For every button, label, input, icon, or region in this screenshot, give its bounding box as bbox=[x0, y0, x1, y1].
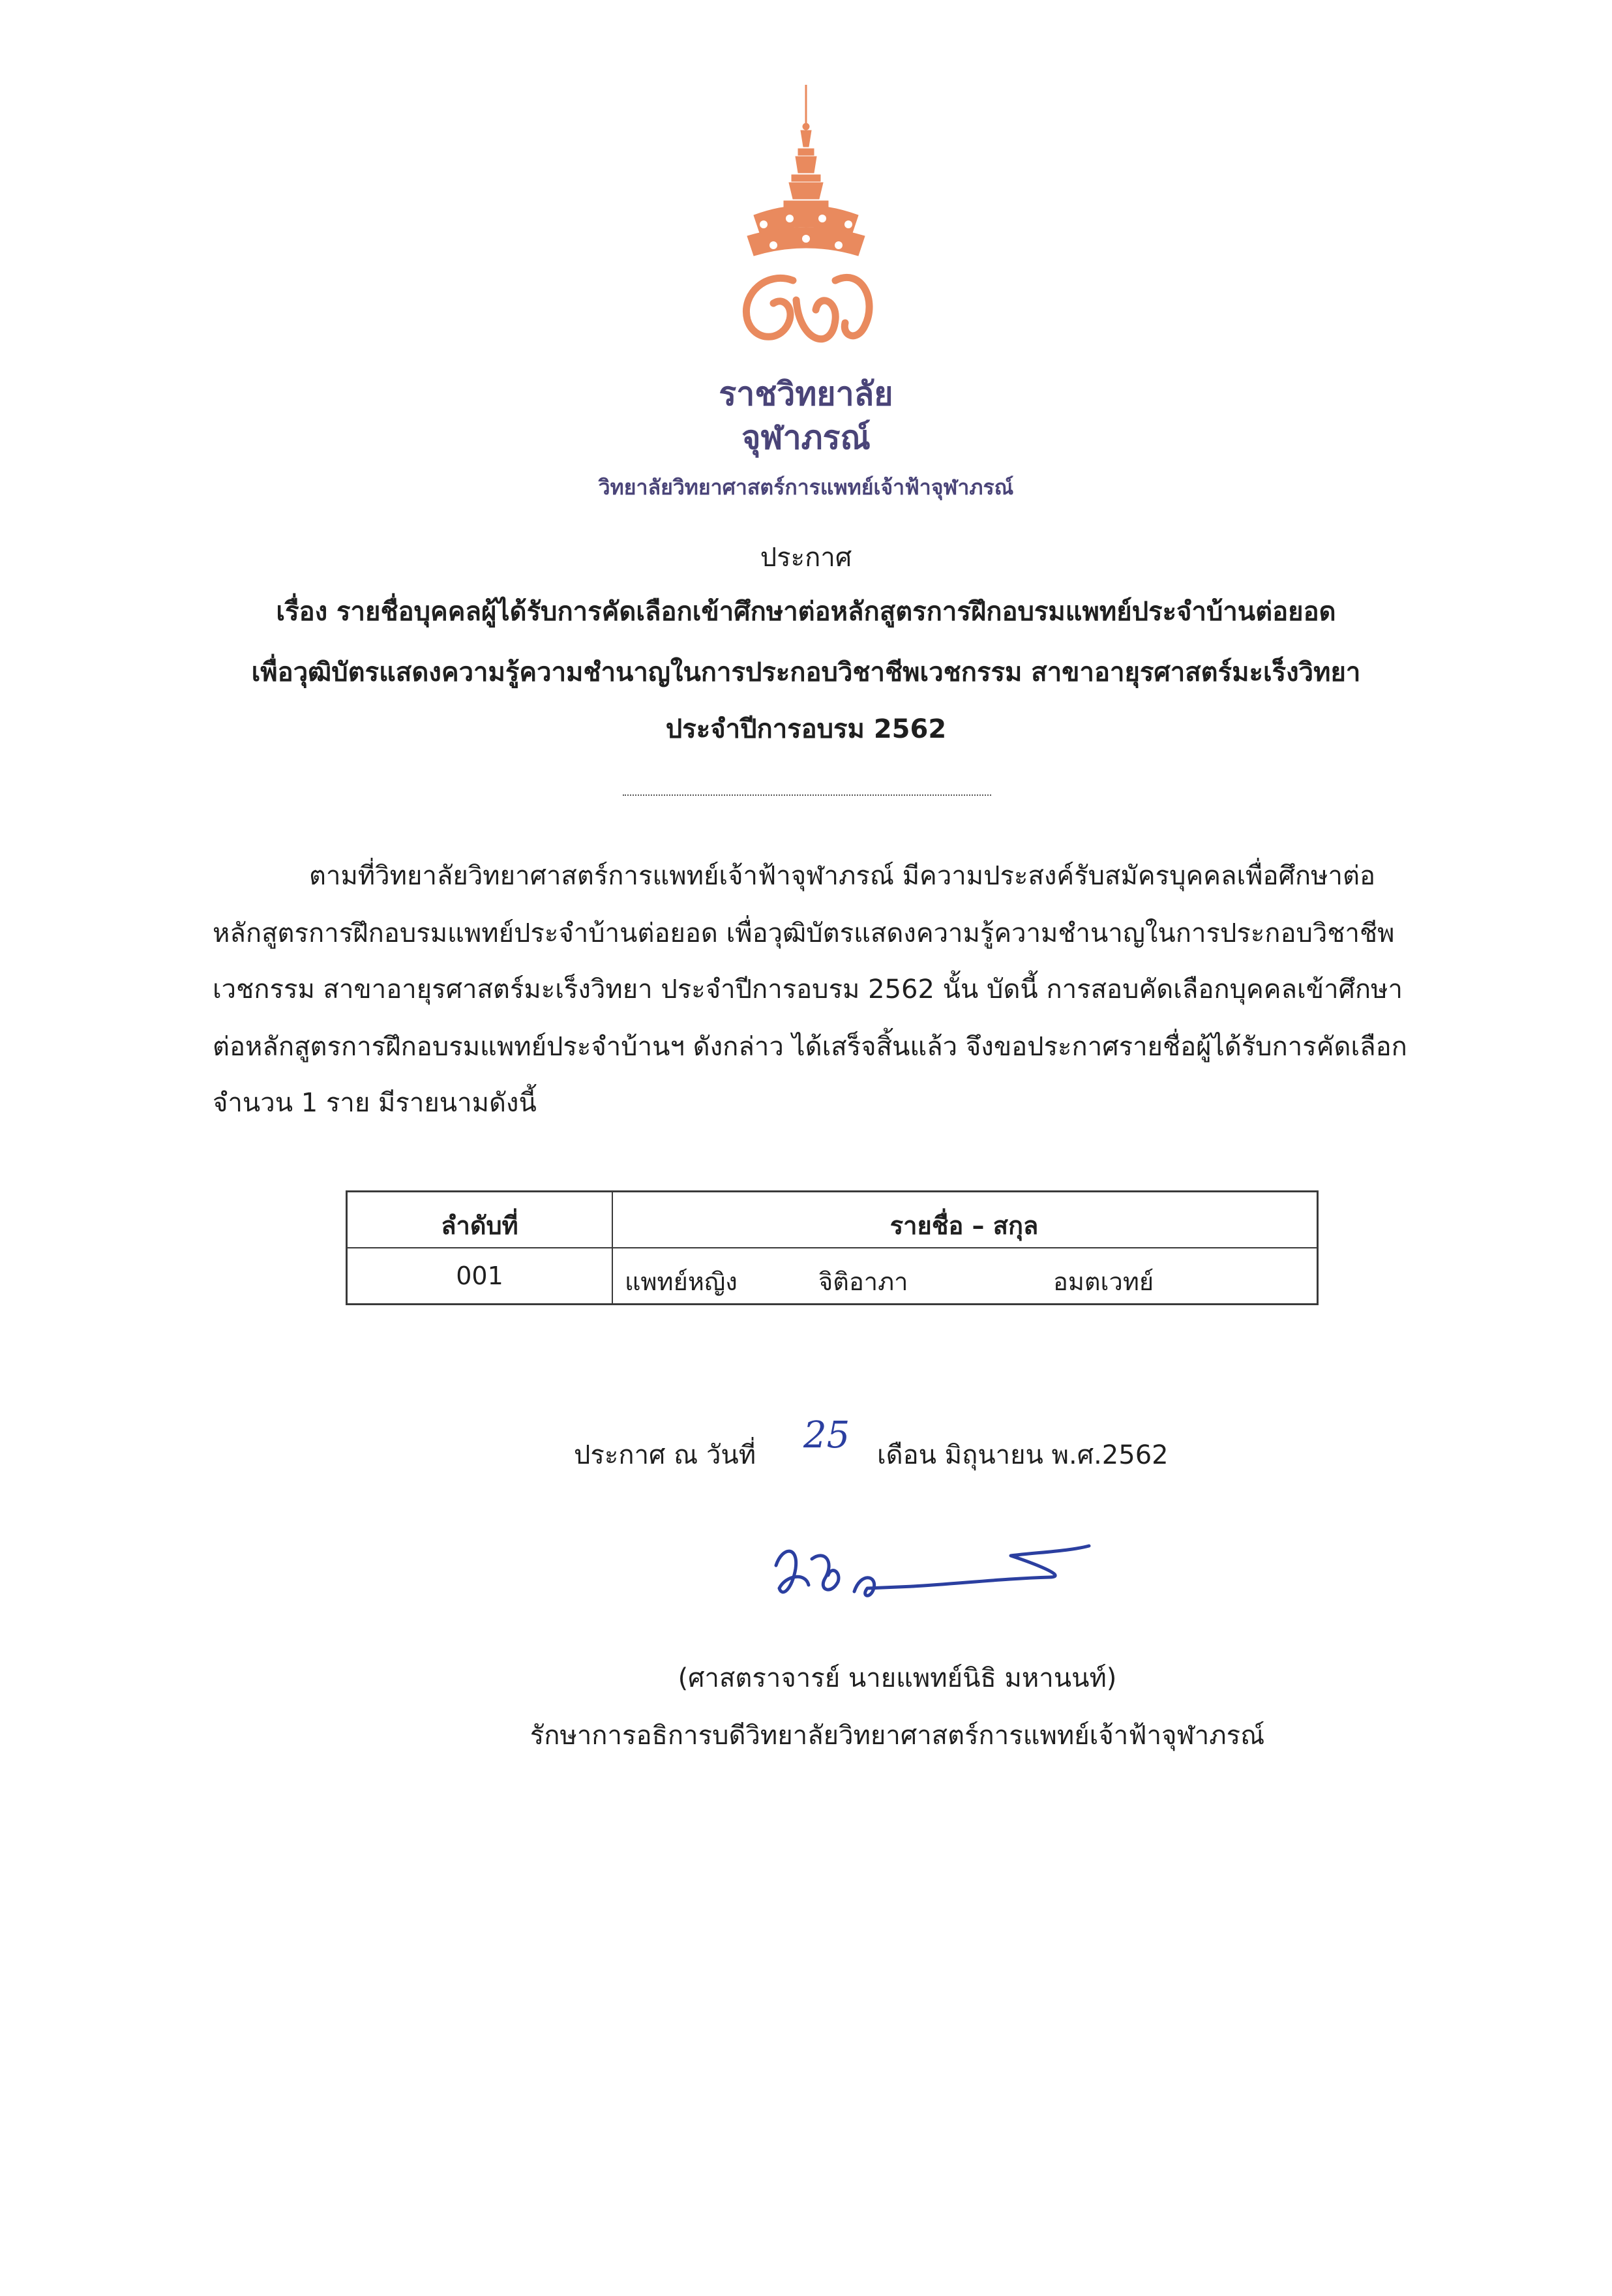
dotted-divider bbox=[623, 794, 991, 796]
table-cell-title: แพทย์หญิง bbox=[625, 1267, 738, 1296]
college-name-line2: จุฬาภรณ์ bbox=[741, 419, 871, 457]
selected-candidates-table bbox=[346, 1190, 1319, 1305]
table-cell-first-name: จิติอาภา bbox=[818, 1267, 908, 1296]
table-header-name: รายชื่อ – สกุล bbox=[889, 1211, 1039, 1240]
announcement-subject-line3: ประจำปีการอบรม 2562 bbox=[665, 714, 947, 744]
announcement-subject-line1: เรื่อง รายชื่อบุคคลผู้ได้รับการคัดเลือกเข้าศึกษาต่อหลักสูตรการฝึกอบรมแพทย์ประจำบ้านต่อยอด bbox=[276, 597, 1336, 627]
signer-name: (ศาสตราจารย์ นายแพทย์นิธิ มหานนท์) bbox=[678, 1663, 1117, 1693]
signature-icon bbox=[763, 1526, 1102, 1618]
announcement-heading: ประกาศ bbox=[760, 543, 852, 573]
signer-position: รักษาการอธิการบดีวิทยาลัยวิทยาศาสตร์การแพทย์เจ้าฟ้าจุฬาภรณ์ bbox=[530, 1721, 1265, 1751]
college-name-line1: ราชวิทยาลัย bbox=[719, 375, 893, 413]
table-cell-last-name: อมตเวทย์ bbox=[1053, 1267, 1154, 1296]
college-full-name: วิทยาลัยวิทยาศาสตร์การแพทย์เจ้าฟ้าจุฬาภรณ์ bbox=[598, 475, 1014, 500]
date-day-handwritten: 25 bbox=[803, 1414, 850, 1457]
date-prefix: ประกาศ ณ วันที่ bbox=[574, 1440, 756, 1470]
announcement-subject-line2: เพื่อวุฒิบัตรแสดงความรู้ความชำนาญในการประกอบวิชาชีพเวชกรรม สาขาอายุรศาสตร์มะเร็งวิทยา bbox=[251, 657, 1361, 687]
body-line: ตามที่วิทยาลัยวิทยาศาสตร์การแพทย์เจ้าฟ้าจุฬาภรณ์ มีความประสงค์รับสมัครบุคคลเพื่อศึกษาต่อ bbox=[309, 861, 1375, 891]
college-emblem-icon bbox=[728, 85, 884, 365]
table-cell-number: 001 bbox=[456, 1261, 503, 1290]
table-header-number: ลำดับที่ bbox=[441, 1211, 518, 1240]
body-line: ต่อหลักสูตรการฝึกอบรมแพทย์ประจำบ้านฯ ดังกล่าว ได้เสร็จสิ้นแล้ว จึงขอประกาศรายชื่อผู้ได้รับการคัดเลือก bbox=[213, 1032, 1407, 1062]
body-line: จำนวน 1 ราย มีรายนามดังนี้ bbox=[213, 1088, 537, 1118]
date-suffix: เดือน มิถุนายน พ.ศ.2562 bbox=[877, 1440, 1169, 1470]
body-line: หลักสูตรการฝึกอบรมแพทย์ประจำบ้านต่อยอด เพื่อวุฒิบัตรแสดงความรู้ความชำนาญในการประกอบวิชาชีพ bbox=[213, 918, 1395, 948]
body-line: เวชกรรม สาขาอายุรศาสตร์มะเร็งวิทยา ประจำปีการอบรม 2562 นั้น บัดนี้ การสอบคัดเลือกบุคคลเข้าศึกษา bbox=[213, 974, 1403, 1004]
